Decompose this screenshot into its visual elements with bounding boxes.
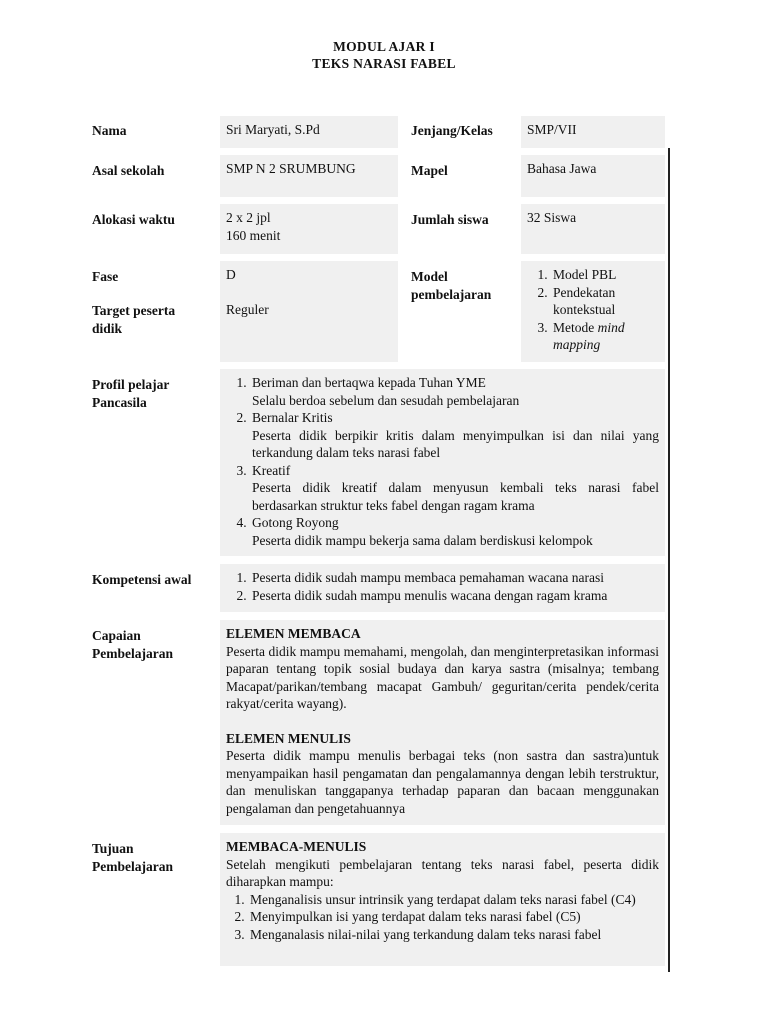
alokasi-menit: 160 menit bbox=[226, 227, 281, 243]
heading-membaca-menulis: MEMBACA-MENULIS bbox=[226, 839, 367, 854]
label-model-pembelajaran: Model pembelajaran bbox=[411, 269, 492, 302]
value-target: Reguler bbox=[226, 301, 269, 317]
value-fase: D bbox=[226, 267, 236, 282]
value-mapel: Bahasa Jawa bbox=[521, 155, 665, 197]
value-jenjang-kelas: SMP/VII bbox=[521, 116, 665, 148]
list-item: 2. Bernalar Kritis Peserta didik berpikir kritis dalam menyimpulkan isi dan nilai yang terkandung dalam teks narasi fabel bbox=[250, 409, 659, 462]
label-fase: Fase bbox=[92, 269, 119, 284]
list-item: 3. Menganalasis nilai-nilai yang terkandung dalam teks narasi fabel bbox=[248, 926, 659, 944]
list-item: 4. Gotong Royong Peserta didik mampu bekerja sama dalam berdiskusi kelompok bbox=[250, 514, 659, 549]
list-item: 2. Menyimpulkan isi yang terdapat dalam teks narasi fabel (C5) bbox=[248, 908, 659, 926]
list-item: 1. Beriman dan bertaqwa kepada Tuhan YME Selalu berdoa sebelum dan sesudah pembelajaran bbox=[250, 374, 659, 409]
label-target-peserta-didik: Target peserta didik bbox=[92, 303, 176, 336]
label-asal-sekolah: Asal sekolah bbox=[92, 163, 165, 178]
list-item: 1. Menganalisis unsur intrinsik yang terdapat dalam teks narasi fabel (C4) bbox=[248, 891, 659, 909]
kompetensi-list bbox=[226, 569, 659, 604]
list-item: 1. Peserta didik sudah mampu membaca pemahaman wacana narasi bbox=[250, 569, 659, 587]
profil-list bbox=[226, 374, 659, 549]
label-kompetensi-awal: Kompetensi awal bbox=[92, 572, 192, 587]
text-elemen-membaca: Peserta didik mampu memahami, mengolah, dan menginterpretasikan informasi paparan tentang topik sosial budaya dan karya sastra (misalnya; tembang Macapat/parikan/tembang macapat Gambuh/ geguritan/cerita pendek/cerita rakyat/cerita wayang). bbox=[226, 643, 659, 711]
list-item: 2. Peserta didik sudah mampu menulis wacana dengan ragam krama bbox=[250, 587, 659, 605]
value-fase-target bbox=[220, 261, 398, 362]
text-elemen-menulis: Peserta didik mampu menulis berbagai teks (non sastra dan sastra)untuk menyampaikan hasil pengamatan dan pengalamannya dengan lebih terstruktur, dan menuliskan tanggapanya terhadap paparan dan bacaan menggunakan pengalaman dan pengetahuannya bbox=[226, 748, 659, 816]
capaian-pembelajaran-box bbox=[220, 620, 665, 825]
heading-elemen-membaca: ELEMEN MEMBACA bbox=[226, 626, 361, 641]
list-item: 2. Pendekatan kontekstual bbox=[551, 284, 659, 319]
alokasi-jpl: 2 x 2 jpl bbox=[226, 210, 271, 225]
list-item: 3. Kreatif Peserta didik kreatif dalam menyusun kembali teks narasi fabel berdasarkan struktur teks fabel dengan ragam krama bbox=[250, 462, 659, 515]
model-list bbox=[527, 266, 659, 354]
value-nama: Sri Maryati, S.Pd bbox=[220, 116, 398, 148]
label-nama: Nama bbox=[92, 123, 127, 138]
value-asal-sekolah: SMP N 2 SRUMBUNG bbox=[220, 155, 398, 197]
tujuan-list bbox=[226, 891, 659, 944]
value-model-pembelajaran bbox=[521, 261, 665, 362]
page-border-line bbox=[668, 148, 670, 972]
value-alokasi-waktu bbox=[220, 204, 398, 254]
label-jenjang-kelas: Jenjang/Kelas bbox=[411, 123, 493, 138]
list-item: 1. Model PBL bbox=[551, 266, 659, 284]
label-tujuan-pembelajaran: Tujuan Pembelajaran bbox=[92, 841, 173, 874]
document-title: MODUL AJAR I bbox=[333, 39, 435, 54]
label-profil-pelajar-pancasila: Profil pelajar Pancasila bbox=[92, 377, 170, 410]
label-alokasi-waktu: Alokasi waktu bbox=[92, 212, 175, 227]
label-mapel: Mapel bbox=[411, 163, 448, 178]
heading-elemen-menulis: ELEMEN MENULIS bbox=[226, 730, 351, 746]
list-item: 3. Metode mind mapping bbox=[551, 319, 659, 354]
label-jumlah-siswa: Jumlah siswa bbox=[411, 212, 489, 227]
value-jumlah-siswa: 32 Siswa bbox=[521, 204, 665, 254]
tujuan-pembelajaran-box bbox=[220, 833, 665, 966]
profil-pancasila-box bbox=[220, 369, 665, 556]
tujuan-intro: Setelah mengikuti pembelajaran tentang teks narasi fabel, peserta didik diharapkan mampu: bbox=[226, 856, 659, 889]
document-subtitle: TEKS NARASI FABEL bbox=[312, 56, 456, 71]
label-capaian-pembelajaran: Capaian Pembelajaran bbox=[92, 628, 173, 661]
kompetensi-awal-box bbox=[220, 564, 665, 612]
